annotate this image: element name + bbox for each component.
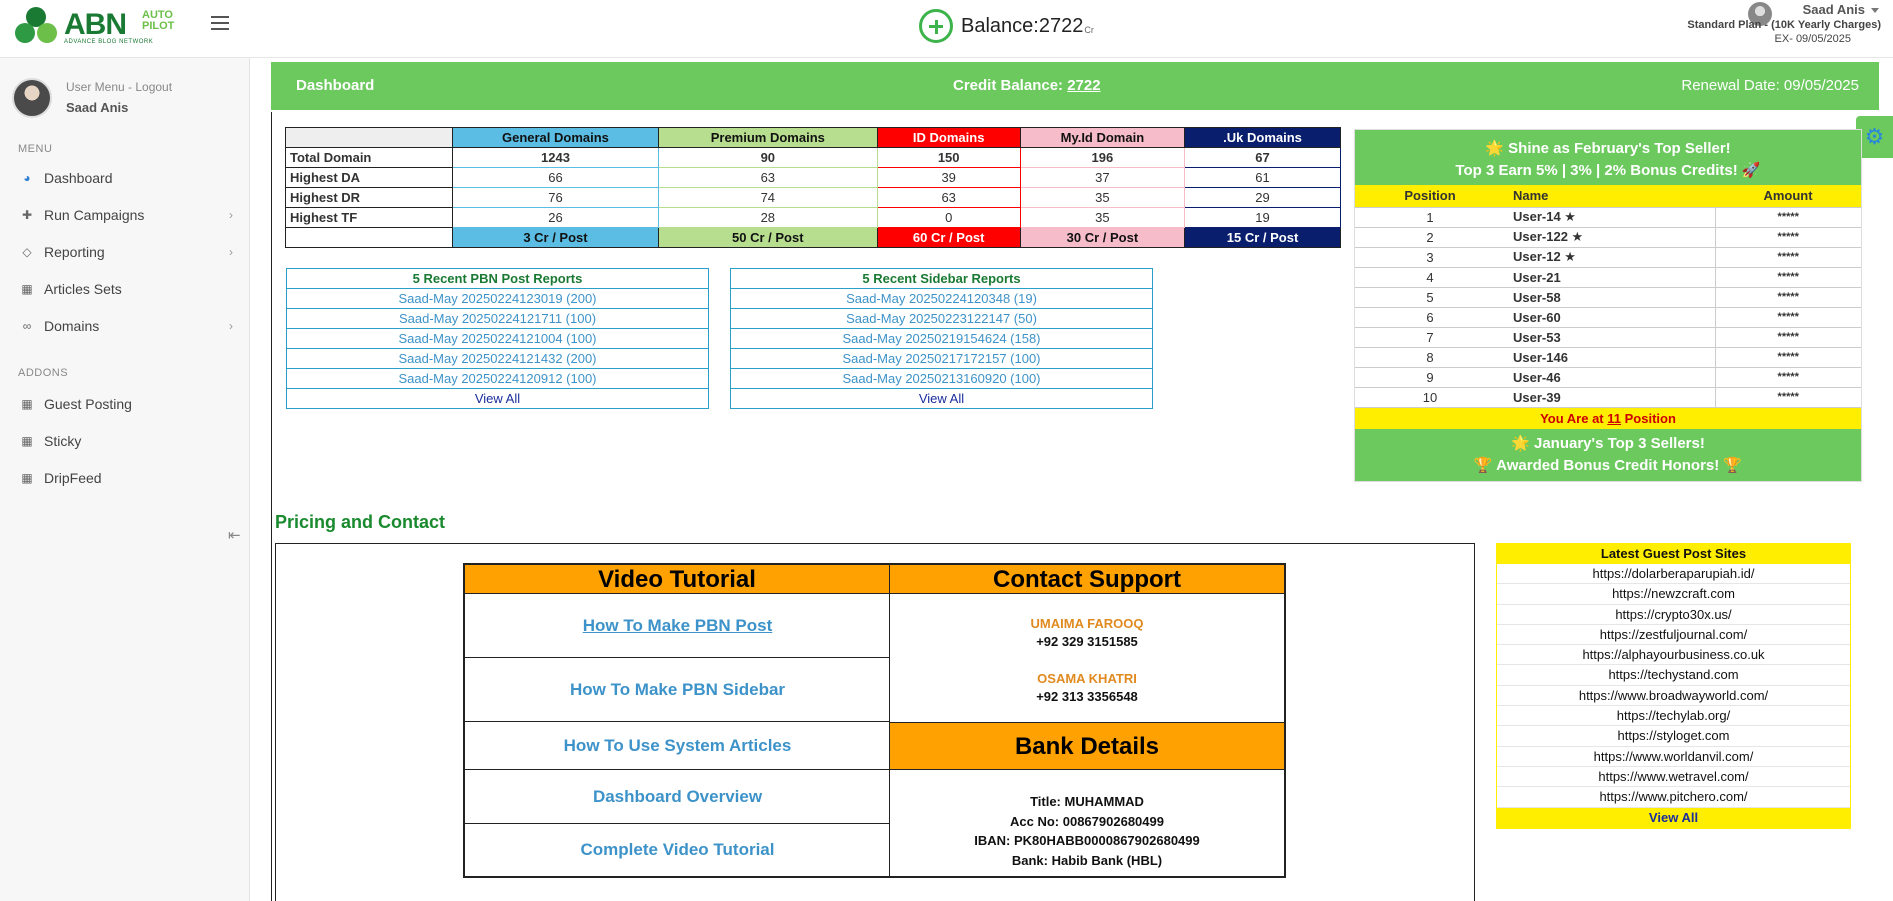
list-item[interactable]: https://newzcraft.com [1497,584,1850,604]
sidebar-item-domains[interactable] [0,311,249,341]
contact-name: UMAIMA FAROOQ [1030,616,1144,631]
list-item[interactable]: https://dolarberaparupiah.id/ [1497,564,1850,584]
leaderboard-header: 🌟 Shine as February's Top Seller! Top 3 Earn 5% | 3% | 2% Bonus Credits! 🚀 [1355,130,1861,185]
brand-tagline: ADVANCE BLOG NETWORK [64,39,154,45]
report-link[interactable]: Saad-May 20250213160920 (100) [731,369,1153,389]
pbn-reports-table [286,268,709,409]
pbn-reports-title: 5 Recent PBN Post Reports [287,269,709,289]
table-row: Highest DR 76 74 63 35 29 [286,188,1341,208]
contact-phone[interactable]: +92 329 3151585 [1036,634,1138,649]
diamond-icon: ◇ [22,245,32,259]
renewal-date: Renewal Date: 09/05/2025 [1681,77,1859,94]
col-id-domains: ID Domains [877,128,1020,148]
domains-table [285,127,1341,248]
leaderboard-columns: Position Name Amount [1355,185,1861,207]
list-item[interactable]: https://techylab.org/ [1497,706,1850,726]
table-row: 8 User-146 ***** [1355,347,1861,367]
list-item[interactable]: https://www.worldanvil.com/ [1497,747,1850,767]
video-tutorial-header: Video Tutorial [465,565,889,594]
expiry-text: EX- 09/05/2025 [1774,33,1851,45]
list-item[interactable]: https://alphayourbusiness.co.uk [1497,645,1850,665]
sidebar-item-sticky[interactable] [0,426,249,456]
link-icon: ∞ [22,319,32,333]
avatar [12,78,52,118]
sidebar-item-label: DripFeed [44,470,102,486]
table-row: 2 User-122 ★ ***** [1355,227,1861,247]
your-position: You Are at 11 Position [1355,408,1861,429]
chevron-right-icon: › [229,208,233,222]
table-row: Highest DA 66 63 39 37 61 [286,168,1341,188]
pricing-contact-title: Pricing and Contact [275,512,446,532]
table-row: 10 User-39 ***** [1355,387,1861,407]
table-row: 9 User-46 ***** [1355,367,1861,387]
profile-name: Saad Anis [66,100,129,115]
list-item[interactable]: https://www.wetravel.com/ [1497,767,1850,787]
video-tutorial-column [465,565,890,876]
list-item[interactable]: https://techystand.com [1497,665,1850,685]
report-link[interactable]: Saad-May 20250224121004 (100) [287,329,709,349]
sidebar-item-dripfeed[interactable] [0,463,249,493]
table-row: Highest TF 26 28 0 35 19 [286,208,1341,228]
sidebar-item-label: Articles Sets [44,281,122,297]
price-row [286,228,1341,248]
col-general-domains: General Domains [453,128,659,148]
contact-phone[interactable]: +92 313 3356548 [1036,689,1138,704]
sidebar-item-run-campaigns[interactable] [0,200,249,230]
video-link-pbn-sidebar[interactable]: How To Make PBN Sidebar [465,658,890,722]
list-item[interactable]: https://crypto30x.us/ [1497,605,1850,625]
col-uk-domains: .Uk Domains [1185,128,1341,148]
list-item[interactable]: https://www.pitchero.com/ [1497,787,1850,807]
list-item[interactable]: https://styloget.com [1497,726,1850,746]
user-dropdown[interactable] [1641,2,1881,45]
calendar-icon: ▦ [21,397,33,411]
report-link[interactable]: Saad-May 20250224120348 (19) [731,289,1153,309]
guest-post-view-all-link[interactable]: View All [1497,808,1850,828]
tutorial-contact-table [463,563,1286,878]
leaderboard-footer: 🌟 January's Top 3 Sellers! 🏆 Awarded Bonus Credit Honors! 🏆 [1355,429,1861,481]
guest-post-title: Latest Guest Post Sites [1497,544,1850,564]
contact-list [890,594,1284,722]
sidebar-item-label: Guest Posting [44,396,132,412]
report-link[interactable]: Saad-May 20250223122147 (50) [731,309,1153,329]
sidebar [0,58,250,901]
list-item[interactable]: https://zestfuljournal.com/ [1497,625,1850,645]
dashboard-header [271,62,1879,110]
sidebar-item-label: Reporting [44,244,105,260]
hamburger-menu-icon[interactable] [211,16,229,30]
addons-section-label: ADDONS [18,367,69,379]
logo[interactable] [14,6,174,46]
balance-text: Balance:2722 [961,14,1084,37]
dashboard-icon: ◕ [23,171,31,185]
table-row: 3 User-12 ★ ***** [1355,247,1861,267]
calendar-icon: ▦ [21,282,33,296]
report-link[interactable]: Saad-May 20250224120912 (100) [287,369,709,389]
chevron-right-icon: › [229,245,233,259]
credit-balance: Credit Balance: 2722 [953,77,1101,94]
sidebar-item-label: Sticky [44,433,82,449]
report-link[interactable]: Saad-May 20250217172157 (100) [731,349,1153,369]
sidebar-reports-table [730,268,1153,409]
table-row: 6 User-60 ***** [1355,307,1861,327]
collapse-sidebar-icon[interactable]: ⇤ [228,527,241,544]
contact-support-header: Contact Support [890,565,1284,594]
table-row: Total Domain 1243 90 150 196 67 [286,148,1341,168]
calendar-icon: ▦ [21,434,33,448]
plus-icon: ✚ [21,208,33,222]
guest-post-sites [1496,543,1851,829]
video-link-complete-tutorial[interactable]: Complete Video Tutorial [580,840,775,859]
video-link-pbn-post[interactable]: How To Make PBN Post [465,594,890,658]
sidebar-item-guest-posting[interactable] [0,389,249,419]
credit-balance-value[interactable]: 2722 [1067,77,1101,94]
price-general: 3 Cr / Post [453,228,659,248]
col-premium-domains: Premium Domains [658,128,877,148]
balance-unit: Cr [1084,25,1094,35]
price-premium: 50 Cr / Post [658,228,877,248]
page-title: Dashboard [296,77,375,94]
report-link[interactable]: Saad-May 20250219154624 (158) [731,329,1153,349]
sidebar-item-label: Dashboard [44,170,113,186]
table-row: 5 User-58 ***** [1355,287,1861,307]
report-link[interactable]: Saad-May 20250224121711 (100) [287,309,709,329]
contact-support-column [890,565,1284,876]
bank-details: Title: MUHAMMAD Acc No: 00867902680499 IBAN: PK80HABB0000867902680499 Bank: Habib Bank (HBL) [974,794,1200,868]
col-myid-domains: My.Id Domain [1020,128,1184,148]
price-myid: 30 Cr / Post [1020,228,1184,248]
sidebar-reports-title: 5 Recent Sidebar Reports [731,269,1153,289]
table-row: 7 User-53 ***** [1355,327,1861,347]
user-menu-logout-link[interactable]: User Menu - Logout [66,80,173,94]
list-item[interactable]: https://www.broadwayworld.com/ [1497,686,1850,706]
sidebar-item-label: Run Campaigns [44,207,145,223]
video-link-system-articles[interactable]: How To Use System Articles [465,722,890,770]
table-corner [286,128,453,148]
top-bar [0,0,1893,58]
pbn-view-all-link[interactable]: View All [287,389,709,409]
bank-details-header: Bank Details [890,722,1284,770]
contact-name: OSAMA KHATRI [1037,671,1137,686]
report-link[interactable]: Saad-May 20250224123019 (200) [287,289,709,309]
add-balance-icon[interactable] [919,9,953,43]
user-name[interactable]: Saad Anis [1641,2,1881,17]
sidebar-item-articles-sets[interactable] [0,274,249,304]
table-row: 1 User-14 ★ ***** [1355,207,1861,227]
balance-display [919,9,1094,43]
table-row: 4 User-21 ***** [1355,267,1861,287]
report-link[interactable]: Saad-May 20250224121432 (200) [287,349,709,369]
logo-clover-icon [14,6,58,44]
calendar-icon: ▦ [21,471,33,485]
sidebar-view-all-link[interactable]: View All [731,389,1153,409]
price-id: 60 Cr / Post [877,228,1020,248]
brand-name: ABN [64,8,126,41]
sidebar-profile [12,78,173,118]
sidebar-item-label: Domains [44,318,100,334]
brand-sub: AUTO PILOT [142,9,175,32]
menu-section-label: MENU [18,143,53,155]
sidebar-item-reporting[interactable] [0,237,249,267]
plan-text: Standard Plan - (10K Yearly Charges) [1687,19,1881,31]
video-link-dashboard-overview[interactable]: Dashboard Overview [465,770,890,824]
price-uk: 15 Cr / Post [1185,228,1341,248]
top-sellers-leaderboard [1354,129,1862,482]
chevron-right-icon: › [229,319,233,333]
sidebar-item-dashboard[interactable] [0,163,249,193]
settings-gear-icon[interactable]: ⚙ [1856,116,1893,158]
